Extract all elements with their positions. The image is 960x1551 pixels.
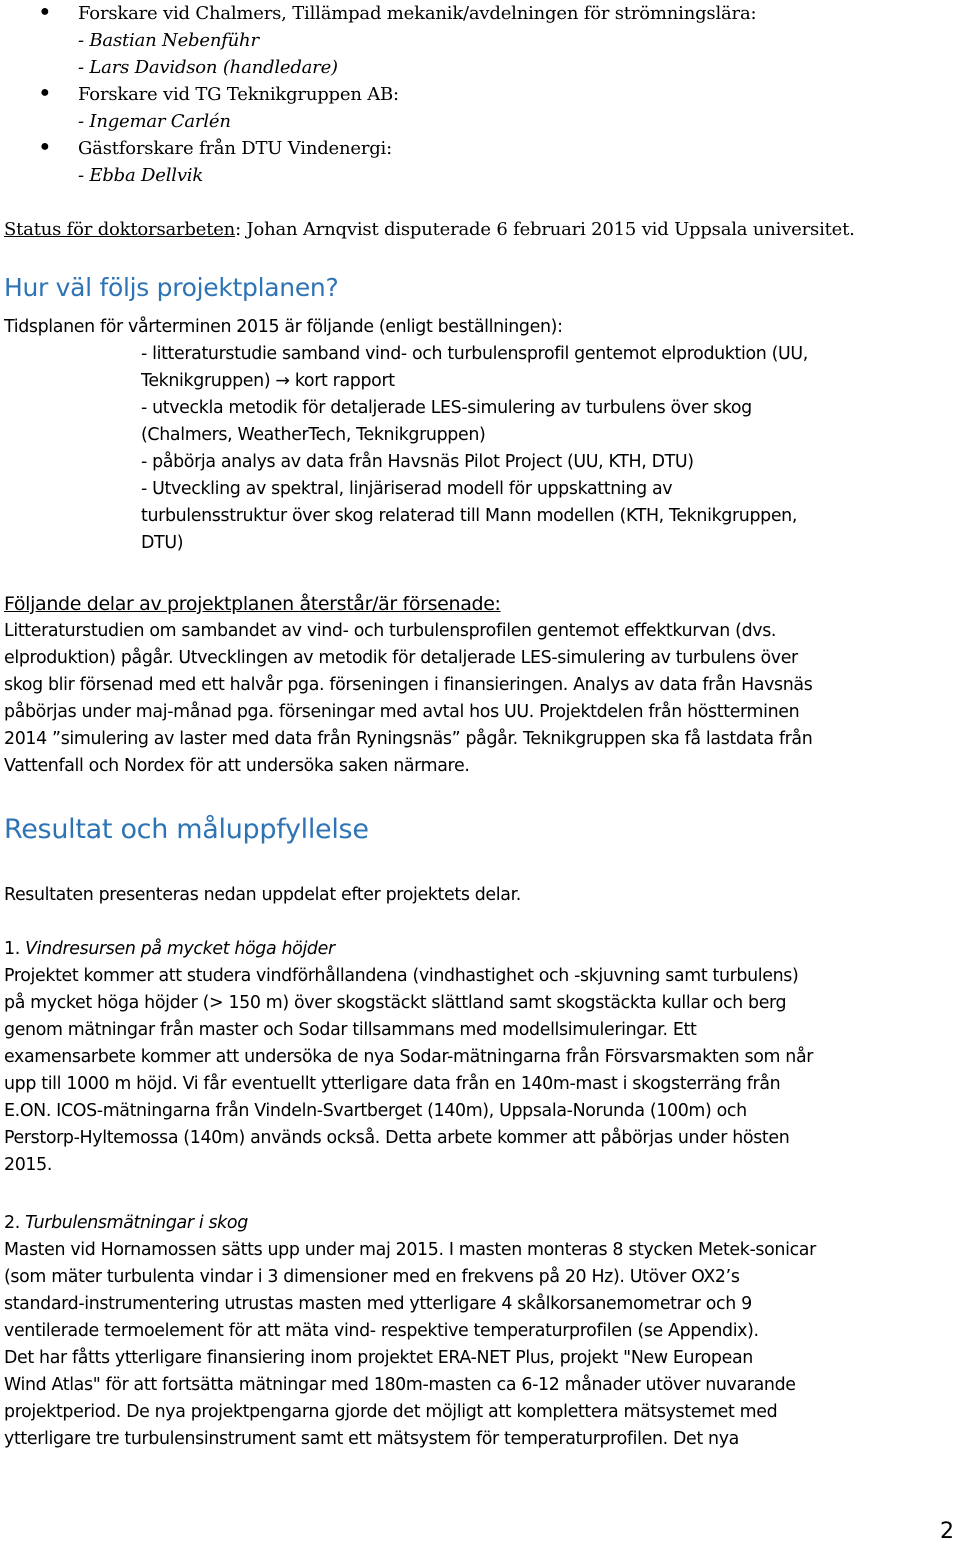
status-label: Status för doktorsarbeten: [4, 219, 236, 240]
subsection-title: Turbulensmätningar i skog: [25, 1213, 248, 1233]
plan-item: - litteraturstudie samband vind- och turbulensprofil gentemot elproduktion (UU,: [141, 344, 808, 364]
paragraph-line: examensarbete kommer att undersöka de nya Sodar-mätningarna från Försvarsmakten som når: [4, 1047, 814, 1067]
paragraph-line: genom mätningar från master och Sodar tillsammans med modellsimuleringar. Ett: [4, 1020, 697, 1040]
plan-item: (Chalmers, WeatherTech, Teknikgruppen): [141, 425, 486, 445]
paragraph-line: (som mäter turbulenta vindar i 3 dimensioner med en frekvens på 20 Hz). Utöver OX2’s: [4, 1267, 740, 1287]
plan-item: DTU): [141, 533, 184, 553]
bullet-icon: ●: [40, 138, 50, 155]
bullet-icon: ●: [40, 84, 50, 101]
delays-text: elproduktion) pågår. Utvecklingen av metodik för detaljerade LES-simulering av turbulens över: [4, 648, 798, 668]
paragraph-line: 2015.: [4, 1155, 53, 1175]
delays-text: Litteraturstudien om sambandet av vind- och turbulensprofilen gentemot effektkurvan (dvs.: [4, 621, 777, 641]
section-heading-plan: Hur väl följs projektplanen?: [4, 273, 339, 302]
subsection-heading: [4, 936, 335, 963]
paragraph-line: Perstorp-Hyltemossa (140m) används också. Detta arbete kommer att påbörjas under hösten: [4, 1128, 790, 1148]
paragraph-line: Projektet kommer att studera vindförhållandena (vindhastighet och -skjuvning samt turbulens): [4, 966, 799, 986]
researcher-name: - Ebba Dellvik: [78, 165, 204, 186]
paragraph-line: Wind Atlas" för att fortsätta mätningar med 180m-masten ca 6-12 månader utöver nuvarande: [4, 1375, 796, 1395]
results-intro: Resultaten presenteras nedan uppdelat efter projektets delar.: [4, 885, 521, 905]
delays-text: 2014 ”simulering av laster med data från Ryningsnäs” pågår. Teknikgruppen ska få lastdata från: [4, 729, 813, 749]
delays-heading: Följande delar av projektplanen återstår/är försenade:: [4, 593, 501, 615]
paragraph-line: på mycket höga höjder (> 150 m) över skogstäckt slättland samt skogstäckta kullar och berg: [4, 993, 787, 1013]
researcher-name: - Bastian Nebenführ: [78, 30, 259, 51]
paragraph-line: standard-instrumentering utrustas masten med ytterligare 4 skålkorsanemometrar och 9: [4, 1294, 752, 1314]
bullet-icon: ●: [40, 3, 50, 20]
subsection-number: 1.: [4, 939, 26, 959]
paragraph-line: ytterligare tre turbulensinstrument samt ett mätsystem för temperaturprofilen. Det nya: [4, 1429, 739, 1449]
page-number: 2: [940, 1519, 954, 1544]
plan-item: - utveckla metodik för detaljerade LES-simulering av turbulens över skog: [141, 398, 752, 418]
paragraph-line: upp till 1000 m höjd. Vi får eventuellt ytterligare data från en 140m-mast i skogsterräng från: [4, 1074, 781, 1094]
paragraph-line: E.ON. ICOS-mätningarna från Vindeln-Svartberget (140m), Uppsala-Norunda (100m) och: [4, 1101, 747, 1121]
researcher-group-label: Gästforskare från DTU Vindenergi:: [78, 138, 392, 159]
status-text: : Johan Arnqvist disputerade 6 februari 2015 vid Uppsala universitet.: [235, 219, 855, 240]
subsection-heading: [4, 1210, 248, 1237]
delays-text: påbörjas under maj-månad pga. förseningar med avtal hos UU. Projektdelen från höstterminen: [4, 702, 800, 722]
subsection-number: 2.: [4, 1213, 26, 1233]
subsection-title: Vindresursen på mycket höga höjder: [25, 939, 335, 959]
researcher-name: - Lars Davidson (handledare): [78, 57, 338, 78]
paragraph-line: projektperiod. De nya projektpengarna gjorde det möjligt att komplettera mätsystemet med: [4, 1402, 778, 1422]
researcher-group-label: Forskare vid Chalmers, Tillämpad mekanik/avdelningen för strömningslära:: [78, 3, 757, 24]
paragraph-line: Masten vid Hornamossen sätts upp under maj 2015. I masten monteras 8 stycken Metek-sonicar: [4, 1240, 816, 1260]
delays-text: skog blir försenad med ett halvår pga. förseningen i finansieringen. Analys av data från Havsnäs: [4, 675, 813, 695]
plan-item: Teknikgruppen) → kort rapport: [141, 371, 395, 391]
paragraph-line: Det har fåtts ytterligare finansiering inom projektet ERA-NET Plus, projekt "New European: [4, 1348, 753, 1368]
researcher-name: - Ingemar Carlén: [78, 111, 231, 132]
plan-item: - Utveckling av spektral, linjäriserad modell för uppskattning av: [141, 479, 673, 499]
section-heading-results: Resultat och måluppfyllelse: [4, 814, 369, 845]
paragraph-line: ventilerade termoelement för att mäta vind- respektive temperaturprofilen (se Appendix).: [4, 1321, 759, 1341]
plan-item: - påbörja analys av data från Havsnäs Pilot Project (UU, KTH, DTU): [141, 452, 694, 472]
delays-text: Vattenfall och Nordex för att undersöka saken närmare.: [4, 756, 470, 776]
status-paragraph: [4, 216, 855, 243]
researcher-group-label: Forskare vid TG Teknikgruppen AB:: [78, 84, 399, 105]
plan-intro: Tidsplanen för vårterminen 2015 är följande (enligt beställningen):: [4, 317, 563, 337]
plan-item: turbulensstruktur över skog relaterad till Mann modellen (KTH, Teknikgruppen,: [141, 506, 798, 526]
